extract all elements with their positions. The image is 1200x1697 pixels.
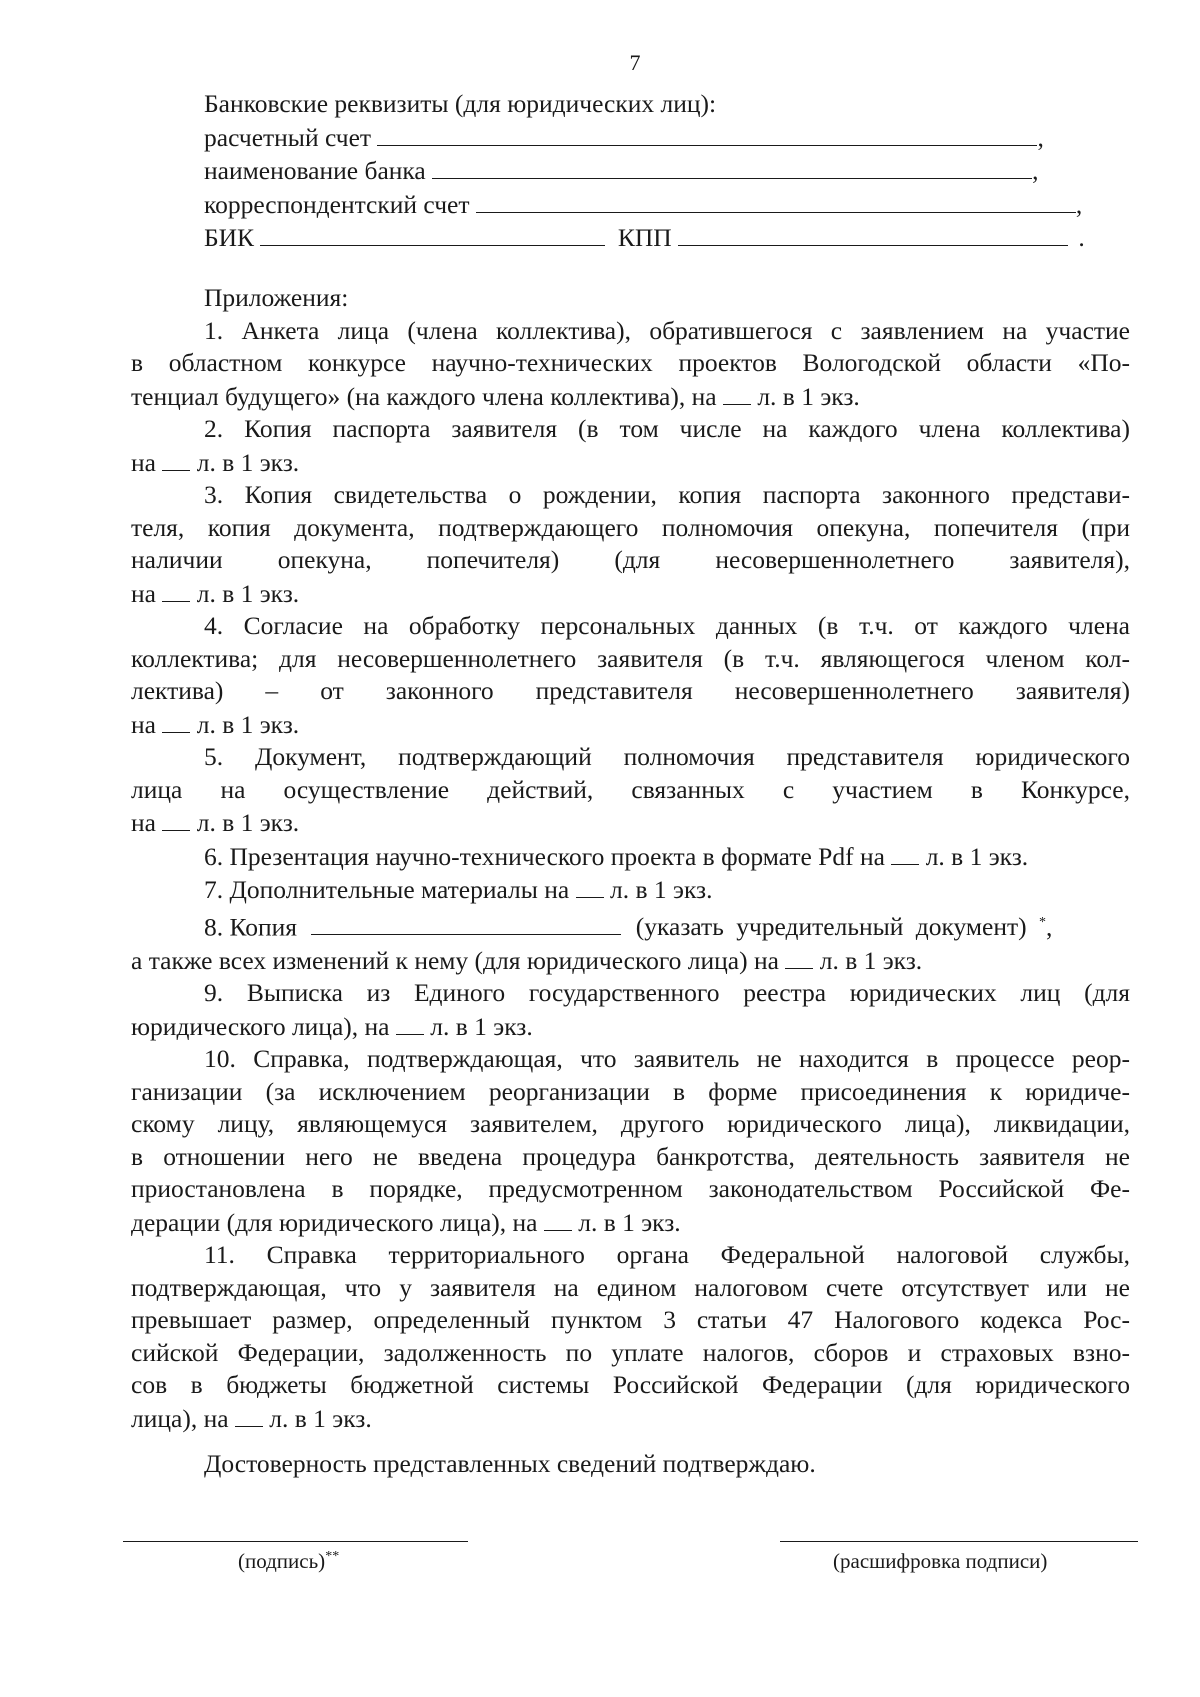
item3-line3: наличии опекуна, попечителя) (для несовершеннолетнего заявителя),: [131, 545, 1130, 574]
item2-pages-field[interactable]: [162, 446, 190, 471]
item10-line6: [131, 1206, 1130, 1240]
item11-text: лица), на: [131, 1403, 229, 1433]
item1-line3: [131, 380, 1130, 414]
item2-line2: [131, 446, 1130, 480]
item8-note: (указать учредительный документ): [635, 912, 1027, 941]
item11-line4: сийской Федерации, задолженность по уплате налогов, сборов и страховых взно-: [131, 1337, 1130, 1367]
item5-line2: лица на осуществление действий, связанных с участием в Конкурсе,: [131, 774, 1130, 804]
signature-caption-text: (подпись): [238, 1549, 326, 1573]
transcript-caption: (расшифровка подписи): [833, 1549, 1048, 1573]
comma: ,: [1032, 156, 1039, 185]
item4-line1: 4. Согласие на обработку персональных данных (в т.ч. от каждого члена: [204, 611, 1130, 640]
page-number: 7: [629, 50, 641, 75]
item4-pages-field[interactable]: [162, 708, 190, 733]
bank-details: [131, 88, 1130, 255]
item4-copies: л. в 1 экз.: [196, 709, 300, 739]
item8-line1: [131, 907, 1130, 944]
item8-footnote-mark: *: [1039, 914, 1047, 930]
item11-copies: л. в 1 экз.: [269, 1403, 372, 1433]
item6-copies: л. в 1 экз.: [925, 841, 1029, 871]
item7-pages-field[interactable]: [576, 873, 604, 898]
item11-line1: 11. Справка территориального органа Федеральной налоговой службы,: [204, 1240, 1130, 1269]
item9-line2: [131, 1010, 1130, 1044]
signature-footnote-mark: **: [325, 1549, 340, 1564]
item2-line1: 2. Копия паспорта заявителя (в том числе на каждого члена коллектива): [204, 414, 1130, 443]
item1-line2: в областном конкурсе научно-технических проектов Вологодской области «По-: [131, 348, 1130, 377]
item6-pages-field[interactable]: [891, 840, 919, 865]
bank-name-field[interactable]: [432, 154, 1032, 179]
item10-line3: скому лицу, являющемуся заявителем, другого юридического лица), ликвидации,: [131, 1109, 1130, 1138]
item1-copies: л. в 1 экз.: [757, 381, 860, 411]
kpp-label: КПП: [617, 223, 672, 252]
item3-line2: теля, копия документа, подтверждающего полномочия опекуна, попечителя (при: [131, 512, 1130, 542]
item11-line5: сов в бюджеты бюджетной системы Российской Федерации (для юридического: [131, 1370, 1130, 1399]
corr-account-field[interactable]: [476, 188, 1076, 213]
account-row: [131, 121, 1130, 155]
item8-copies: л. в 1 экз.: [819, 945, 923, 975]
item8-document-field[interactable]: [311, 910, 621, 935]
item2-text: на: [131, 447, 156, 477]
item11-pages-field[interactable]: [235, 1402, 263, 1427]
item4-line3: лектива) – от законного представителя несовершеннолетнего заявителя): [131, 676, 1130, 705]
bik-field[interactable]: [260, 221, 605, 246]
signature-line[interactable]: [123, 1541, 468, 1542]
item7-text: 7. Дополнительные материалы на: [204, 875, 570, 904]
bank-name-row: [131, 154, 1130, 188]
item10-copies: л. в 1 экз.: [578, 1207, 681, 1237]
confirmation-statement: Достоверность представленных сведений подтверждаю.: [204, 1449, 816, 1478]
item1-line1: 1. Анкета лица (члена коллектива), обратившегося с заявлением на участие: [204, 315, 1130, 345]
comma: ,: [1075, 189, 1083, 219]
item3-copies: л. в 1 экз.: [196, 578, 300, 608]
item1-text: тенциал будущего» (на каждого члена коллектива), на: [131, 381, 717, 411]
account-label: расчетный счет: [204, 122, 372, 152]
signature-caption: [238, 1549, 339, 1574]
signature-transcript-line[interactable]: [780, 1541, 1138, 1542]
item7-copies: л. в 1 экз.: [609, 875, 713, 904]
item3-text: на: [131, 578, 156, 608]
bank-name-label: наименование банка: [204, 156, 426, 185]
item10-line4: в отношении него не введена процедура банкротства, деятельность заявителя не: [131, 1141, 1130, 1171]
item3-line1: 3. Копия свидетельства о рождении, копия паспорта законного представи-: [204, 480, 1130, 509]
item1-pages-field[interactable]: [723, 380, 751, 405]
account-field[interactable]: [377, 121, 1037, 146]
item5-copies: л. в 1 экз.: [196, 808, 300, 837]
item6-line1: [131, 840, 1130, 874]
period: .: [1078, 223, 1085, 252]
item11-line2: подтверждающая, что у заявителя на едином налоговом счете отсутствует или не: [131, 1272, 1130, 1302]
item5-line1: 5. Документ, подтверждающий полномочия представителя юридического: [204, 742, 1130, 771]
item10-line2: ганизации (за исключением реорганизации в форме присоединения к юридиче-: [131, 1076, 1130, 1106]
item5-text: на: [131, 808, 156, 837]
item8-line2: [131, 944, 1130, 978]
item9-line1: 9. Выписка из Единого государственного реестра юридических лиц (для: [204, 978, 1130, 1007]
item9-pages-field[interactable]: [396, 1010, 424, 1035]
bank-heading: Банковские реквизиты (для юридических лиц):: [204, 89, 717, 118]
item7-line1: [131, 873, 1130, 907]
item2-copies: л. в 1 экз.: [196, 447, 300, 477]
item11-line3: превышает размер, определенный пунктом 3 статьи 47 Налогового кодекса Рос-: [131, 1305, 1130, 1334]
item5-pages-field[interactable]: [162, 806, 190, 831]
item10-text: дерации (для юридического лица), на: [131, 1207, 538, 1237]
item4-text: на: [131, 709, 156, 739]
item3-pages-field[interactable]: [162, 577, 190, 602]
corr-account-label: корреспондентский счет: [204, 189, 470, 219]
item4-line4: [131, 708, 1130, 742]
item10-line1: 10. Справка, подтверждающая, что заявитель не находится в процессе реор-: [204, 1044, 1130, 1073]
item8-pages-field[interactable]: [785, 944, 813, 969]
item5-line3: [131, 806, 1130, 840]
item10-line5: приостановлена в порядке, предусмотренном законодательством Российской Фе-: [131, 1174, 1130, 1203]
bik-label: БИК: [204, 223, 255, 252]
corr-account-row: [131, 188, 1130, 222]
item8-text: 8. Копия: [204, 912, 298, 941]
item4-line2: коллектива; для несовершеннолетнего заявителя (в т.ч. являющегося членом кол-: [131, 643, 1130, 673]
item6-text: 6. Презентация научно-технического проекта в формате Pdf на: [204, 841, 885, 871]
attachments-heading: Приложения:: [204, 283, 349, 312]
item9-copies: л. в 1 экз.: [430, 1011, 533, 1041]
item8-text2: а также всех изменений к нему (для юридического лица) на: [131, 945, 779, 975]
bik-kpp-row: [131, 221, 1130, 255]
item9-text: юридического лица), на: [131, 1011, 390, 1041]
item3-line4: [131, 577, 1130, 611]
comma: ,: [1046, 912, 1053, 941]
comma: ,: [1037, 122, 1044, 152]
item11-line6: [131, 1402, 1130, 1436]
item10-pages-field[interactable]: [544, 1206, 572, 1231]
kpp-field[interactable]: [678, 221, 1068, 246]
attachments: [131, 282, 1130, 1435]
